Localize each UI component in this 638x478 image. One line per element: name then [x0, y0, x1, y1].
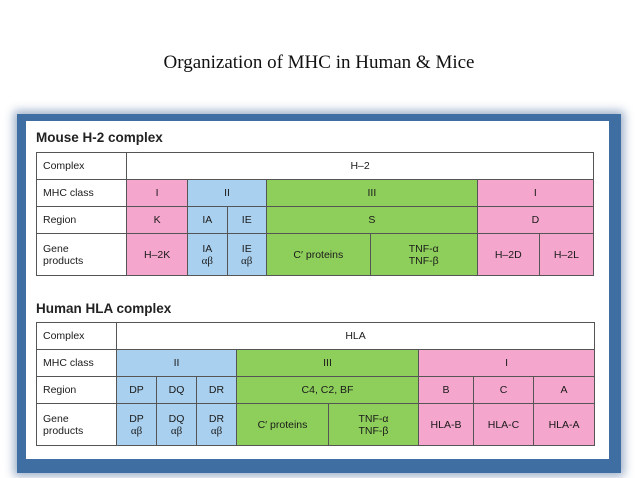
slide-title: Organization of MHC in Human & Mice	[163, 52, 475, 73]
mouse-gene-c-proteins: C′ proteins	[266, 234, 370, 276]
row-label-complex: Complex	[37, 323, 117, 350]
human-class-ii: II	[117, 350, 237, 377]
gene-dr-name: DR	[208, 412, 225, 425]
mouse-region-d: D	[477, 207, 593, 234]
row-label-mhc-class: MHC class	[37, 350, 117, 377]
row-label-complex: Complex	[37, 153, 127, 180]
row-label-mhc-class: MHC class	[37, 180, 127, 207]
mouse-class-ii: II	[188, 180, 267, 207]
human-gene-hla-c: HLA-C	[474, 404, 534, 446]
mouse-gene-h2k: H–2K	[127, 234, 188, 276]
human-region-dr: DR	[197, 377, 237, 404]
gene-dq-chains: αβ	[170, 424, 183, 437]
human-complex-value: HLA	[117, 323, 595, 350]
gene-dr-chains: αβ	[210, 424, 223, 437]
human-gene-c-proteins: C′ proteins	[237, 404, 329, 446]
row-label-region: Region	[37, 207, 127, 234]
mouse-region-s: S	[266, 207, 477, 234]
gene-ia-name: IA	[202, 242, 213, 255]
human-class-i: I	[419, 350, 595, 377]
human-hla-table	[36, 322, 595, 446]
gene-ie-name: IE	[241, 242, 252, 255]
gene-tnf-alpha: TNF-α	[408, 242, 439, 255]
human-gene-hla-a: HLA-A	[534, 404, 595, 446]
human-gene-hla-b: HLA-B	[419, 404, 474, 446]
mouse-gene-row	[37, 234, 594, 276]
mouse-class-i-right: I	[477, 180, 593, 207]
figure-frame	[17, 114, 621, 473]
gene-dp-chains: αβ	[130, 424, 143, 437]
mouse-gene-tnf	[370, 234, 477, 276]
mouse-region-row	[37, 207, 594, 234]
mouse-complex-row	[37, 153, 594, 180]
mouse-class-i-left: I	[127, 180, 188, 207]
human-region-row	[37, 377, 595, 404]
human-region-a: A	[534, 377, 595, 404]
gene-label-line1: Gene	[43, 242, 69, 255]
mouse-class-iii: III	[266, 180, 477, 207]
gene-tnf-alpha: TNF-α	[358, 412, 389, 425]
gene-label-line2: products	[43, 254, 84, 267]
human-gene-dp	[117, 404, 157, 446]
mouse-gene-ie	[227, 234, 266, 276]
human-region-b: B	[419, 377, 474, 404]
human-region-c4-c2-bf: C4, C2, BF	[237, 377, 419, 404]
mouse-complex-value: H–2	[127, 153, 594, 180]
gene-dq-name: DQ	[168, 412, 185, 425]
human-gene-dr	[197, 404, 237, 446]
mouse-gene-h2l: H–2L	[539, 234, 593, 276]
mouse-gene-h2d: H–2D	[477, 234, 539, 276]
gene-dp-name: DP	[129, 412, 144, 425]
mouse-h2-table	[36, 152, 594, 276]
human-class-iii: III	[237, 350, 419, 377]
human-region-dq: DQ	[157, 377, 197, 404]
human-class-row	[37, 350, 595, 377]
human-heading: Human HLA complex	[36, 301, 172, 316]
human-region-c: C	[474, 377, 534, 404]
row-label-gene-products	[37, 234, 127, 276]
row-label-gene-products	[37, 404, 117, 446]
mouse-region-k: K	[127, 207, 188, 234]
gene-ie-chains: αβ	[241, 254, 253, 267]
mouse-region-ie: IE	[227, 207, 266, 234]
figure-panel	[26, 121, 609, 459]
human-gene-row	[37, 404, 595, 446]
human-complex-row	[37, 323, 595, 350]
gene-tnf-beta: TNF-β	[408, 254, 439, 267]
human-gene-dq	[157, 404, 197, 446]
gene-tnf-beta: TNF-β	[358, 424, 389, 437]
human-gene-tnf	[329, 404, 419, 446]
mouse-gene-ia	[188, 234, 227, 276]
gene-label-line1: Gene	[43, 412, 69, 425]
human-region-dp: DP	[117, 377, 157, 404]
gene-label-line2: products	[43, 424, 84, 437]
mouse-region-ia: IA	[188, 207, 227, 234]
gene-ia-chains: αβ	[201, 254, 213, 267]
row-label-region: Region	[37, 377, 117, 404]
mouse-class-row	[37, 180, 594, 207]
mouse-heading: Mouse H-2 complex	[36, 130, 163, 145]
